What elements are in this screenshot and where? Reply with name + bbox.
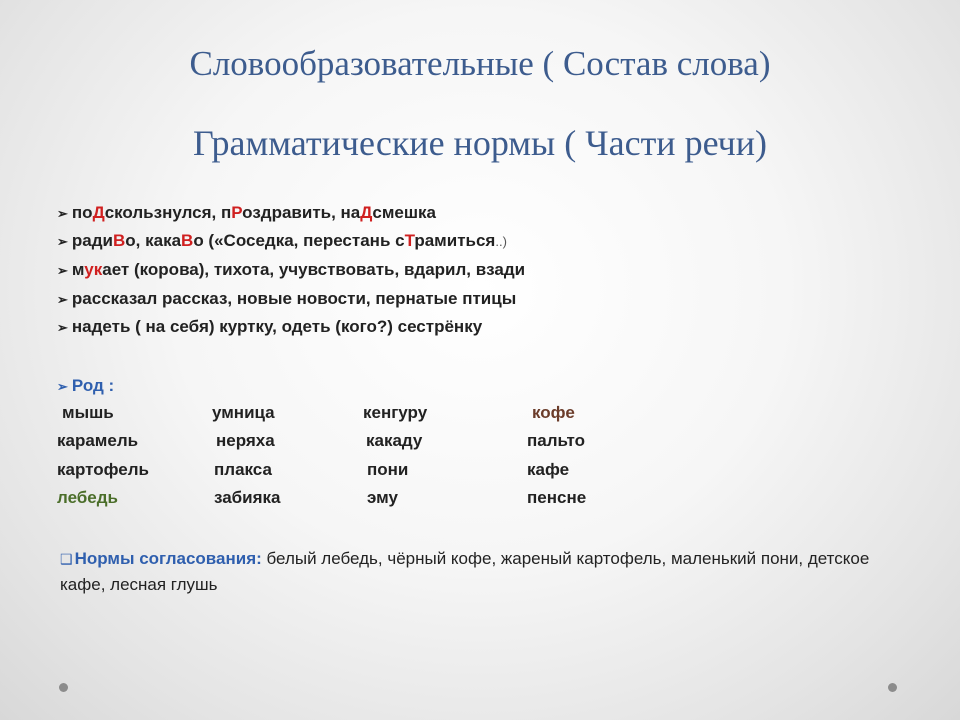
gender-word: картофель (57, 460, 149, 479)
corner-dot-icon (888, 683, 897, 692)
gender-word: кенгуру (363, 403, 428, 422)
gender-word: умница (212, 403, 275, 422)
agreement-norms: ❑ Нормы согласования: белый лебедь, чёрный кофе, жареный картофель, маленький пони, детское кафе, лесная глушь (60, 549, 870, 594)
gender-word: пенсне (527, 488, 587, 507)
gender-word: неряха (216, 431, 275, 450)
slide-title-1: Словообразовательные ( Состав слова) (189, 44, 771, 83)
bullet-2: ➢ радиВо, какаВо («Соседка, перестань сТрамиться..) (57, 231, 507, 250)
gender-word: лебедь (57, 488, 119, 507)
gender-word: эму (367, 488, 398, 507)
gender-word: карамель (57, 431, 139, 450)
arrow-bullet-icon: ➢ (57, 320, 68, 335)
gender-word: плакса (214, 460, 272, 479)
corner-dot-icon (59, 683, 68, 692)
arrow-bullet-icon: ➢ (57, 234, 68, 249)
square-bullet-icon: ❑ (60, 551, 73, 567)
bullet-4: ➢ рассказал рассказ, новые новости, пернатые птицы (57, 289, 517, 308)
gender-word: забияка (214, 488, 281, 507)
bullet-3: ➢ мукает (корова), тихота, учувствовать, вдарил, взади (57, 260, 526, 279)
rod-heading: ➢ Род : (57, 376, 115, 395)
gender-word: какаду (366, 431, 423, 450)
bullet-5: ➢ надеть ( на себя) куртку, одеть (кого?) сестрёнку (57, 317, 483, 336)
gender-word: мышь (62, 403, 114, 422)
bullet-1: ➢ поДскользнулся, пРоздравить, наДсмешка (57, 203, 437, 222)
arrow-bullet-icon: ➢ (57, 206, 68, 221)
arrow-bullet-icon: ➢ (57, 379, 68, 394)
gender-word: кофе (532, 403, 575, 422)
gender-word: пальто (527, 431, 585, 450)
slide-title-2: Грамматические нормы ( Части речи) (192, 123, 768, 163)
arrow-bullet-icon: ➢ (57, 292, 68, 307)
arrow-bullet-icon: ➢ (57, 263, 68, 278)
gender-word: кафе (527, 460, 570, 479)
gender-word: пони (367, 460, 409, 479)
